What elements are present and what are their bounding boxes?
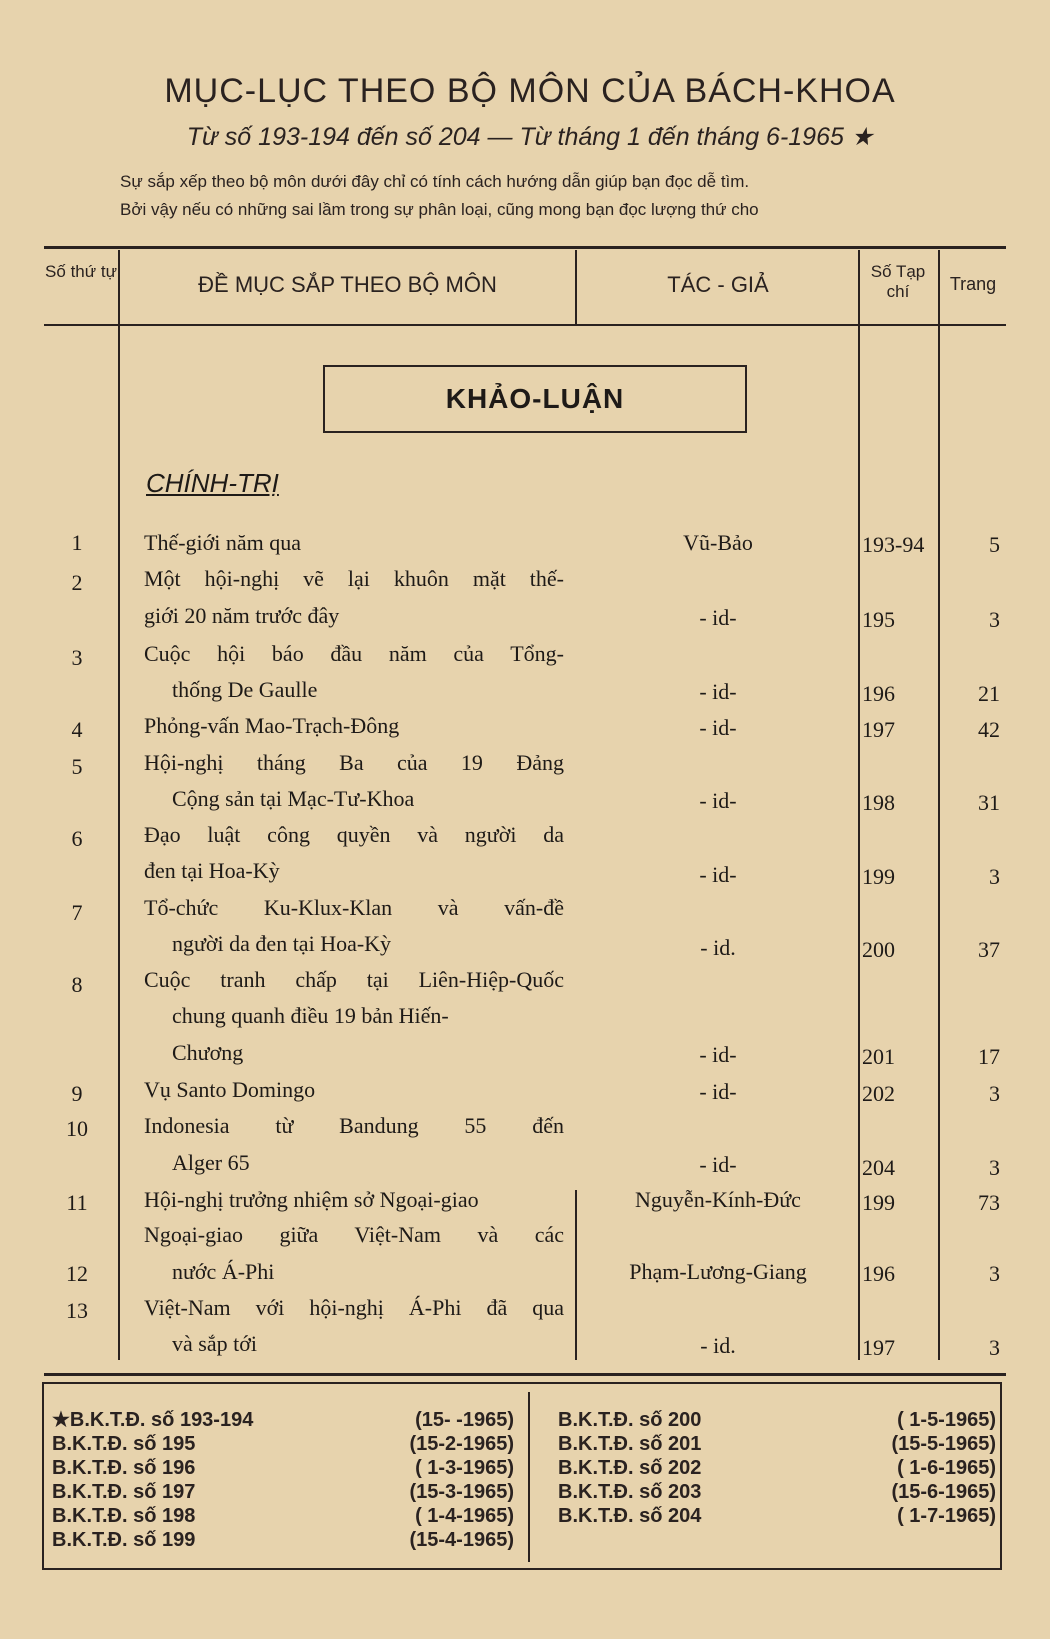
legend-issue: B.K.T.Đ. số 199 — [52, 1529, 196, 1551]
row-author: - id- — [699, 788, 737, 813]
row-number: 5 — [71, 754, 83, 779]
page-title: MỤC-LỤC THEO BỘ MÔN CỦA BÁCH-KHOA — [164, 72, 896, 110]
legend-issue: B.K.T.Đ. số 204 — [558, 1505, 702, 1527]
row-title: Hội-nghị trưởng nhiệm sở Ngoại-giao — [144, 1187, 479, 1212]
header-title: ĐỀ MỤC SẮP THEO BỘ MÔN — [198, 272, 497, 297]
column-divider-3 — [858, 250, 860, 1360]
row-title-line-2: Alger 65 — [172, 1150, 250, 1175]
header-page: Trang — [949, 274, 997, 294]
row-title-line-2: và sắp tới — [172, 1331, 257, 1356]
row-title: Vụ Santo Domingo — [144, 1077, 316, 1102]
row-issue: 197 — [862, 717, 895, 742]
row-author: - id- — [699, 679, 737, 704]
row-number: 7 — [71, 900, 83, 925]
legend-date: ( 1-6-1965) — [897, 1457, 996, 1479]
row-issue: 196 — [862, 1261, 895, 1286]
row-page: 3 — [989, 1155, 1000, 1180]
row-title-line-2: nước Á-Phi — [172, 1259, 275, 1284]
row-title-line-3: Chương — [172, 1040, 244, 1065]
legend-issue: B.K.T.Đ. số 203 — [558, 1481, 702, 1503]
row-number: 2 — [71, 570, 83, 595]
category-heading: CHÍNH-TRỊ — [146, 468, 279, 498]
legend-issue: ★B.K.T.Đ. số 193-194 — [52, 1409, 254, 1431]
section-heading: KHẢO-LUẬN — [323, 365, 747, 433]
legend-date: (15-4-1965) — [409, 1529, 514, 1551]
row-number: 6 — [71, 826, 83, 851]
legend-date: (15-3-1965) — [409, 1481, 514, 1503]
row-number: 8 — [71, 972, 83, 997]
note-line-2: Bởi vậy nếu có những sai lầm trong sự phân loại, cũng mong bạn đọc lượng thứ cho — [120, 200, 759, 219]
legend-issue: B.K.T.Đ. số 196 — [52, 1457, 196, 1479]
row-title-line-2: đen tại Hoa-Kỳ — [144, 858, 280, 883]
row-title: Phỏng-vấn Mao-Trạch-Đông — [144, 713, 400, 738]
row-number: 9 — [71, 1081, 83, 1106]
row-page: 5 — [989, 532, 1000, 557]
row-title: Thế-giới năm qua — [144, 530, 302, 555]
header-author: TÁC - GIẢ — [667, 272, 769, 297]
row-page: 37 — [978, 937, 1000, 962]
row-title-line-1: Một hội-nghị vẽ lại khuôn mặt thế- — [144, 566, 564, 591]
row-page: 3 — [989, 1081, 1000, 1106]
legend-issue: B.K.T.Đ. số 201 — [558, 1433, 702, 1455]
row-title-line-2: người da đen tại Hoa-Kỳ — [172, 931, 392, 956]
row-title-line-1: Cuộc hội báo đầu năm của Tổng- — [144, 641, 564, 666]
row-issue: 199 — [862, 864, 895, 889]
row-issue: 196 — [862, 681, 895, 706]
table-header-rule — [44, 324, 1006, 326]
legend-date: ( 1-3-1965) — [415, 1457, 514, 1479]
row-page: 42 — [978, 717, 1000, 742]
legend-date: (15-5-1965) — [891, 1433, 996, 1455]
column-divider-1 — [118, 250, 120, 1360]
note-line-1: Sự sắp xếp theo bộ môn dưới đây chỉ có tính cách hướng dẫn giúp bạn đọc dễ tìm. — [120, 172, 750, 191]
row-author: - id- — [699, 1042, 737, 1067]
row-page: 3 — [989, 864, 1000, 889]
row-title-line-2: chung quanh điều 19 bản Hiến- — [172, 1003, 449, 1028]
row-number: 11 — [66, 1190, 88, 1215]
column-divider-2b — [575, 1190, 577, 1360]
row-author: Vũ-Bảo — [683, 530, 753, 555]
row-title-line-1: Việt-Nam với hội-nghị Á-Phi đã qua — [144, 1295, 564, 1320]
row-issue: 198 — [862, 790, 895, 815]
row-issue: 199 — [862, 1190, 895, 1215]
row-issue: 195 — [862, 607, 895, 632]
row-page: 73 — [978, 1190, 1000, 1215]
table-top-rule — [44, 246, 1006, 249]
row-author: Nguyễn-Kính-Đức — [635, 1187, 801, 1212]
row-author: Phạm-Lương-Giang — [629, 1259, 807, 1284]
row-page: 17 — [978, 1044, 1000, 1069]
row-author: - id- — [699, 862, 737, 887]
row-page: 3 — [989, 1261, 1000, 1286]
row-issue: 200 — [862, 937, 895, 962]
row-title-line-1: Tổ-chức Ku-Klux-Klan và vấn-đề — [144, 895, 564, 920]
row-page: 3 — [989, 1335, 1000, 1360]
row-title-line-1: Đạo luật công quyền và người da — [144, 822, 564, 847]
legend-date: ( 1-5-1965) — [897, 1409, 996, 1431]
row-author: - id. — [700, 1333, 736, 1358]
header-number: Số thứ tự — [45, 262, 117, 281]
row-page: 21 — [978, 681, 1000, 706]
row-author: - id- — [699, 1152, 737, 1177]
row-number: 1 — [71, 530, 83, 555]
row-title-line-1: Hội-nghị tháng Ba của 19 Đảng — [144, 750, 564, 775]
legend-date: ( 1-7-1965) — [897, 1505, 996, 1527]
row-title-line-2: thống De Gaulle — [172, 677, 318, 702]
row-number: 12 — [66, 1261, 88, 1286]
legend-date: (15- -1965) — [415, 1409, 514, 1431]
row-author: - id- — [699, 605, 737, 630]
row-author: - id- — [699, 1079, 737, 1104]
row-title-line-2: giới 20 năm trước đây — [144, 603, 340, 628]
row-number: 10 — [66, 1116, 88, 1141]
row-number: 13 — [66, 1298, 88, 1323]
header-issue: Số Tạp chí — [870, 262, 926, 301]
legend-issue: B.K.T.Đ. số 198 — [52, 1505, 196, 1527]
row-title-line-2: Cộng sản tại Mạc-Tư-Khoa — [172, 786, 415, 811]
row-page: 3 — [989, 607, 1000, 632]
table-bottom-rule — [44, 1373, 1006, 1376]
row-issue: 204 — [862, 1155, 895, 1180]
legend-divider — [528, 1392, 530, 1562]
row-title-line-1: Indonesia từ Bandung 55 đến — [144, 1113, 564, 1138]
page-subtitle: Từ số 193-194 đến số 204 — Từ tháng 1 đến tháng 6-1965 ★ — [186, 123, 874, 151]
row-author: - id- — [699, 715, 737, 740]
legend-date: (15-2-1965) — [409, 1433, 514, 1455]
row-number: 3 — [71, 645, 83, 670]
column-divider-2 — [575, 250, 577, 324]
legend-date: (15-6-1965) — [891, 1481, 996, 1503]
legend-issue: B.K.T.Đ. số 195 — [52, 1433, 196, 1455]
row-author: - id. — [700, 935, 736, 960]
row-issue: 197 — [862, 1335, 895, 1360]
row-number: 4 — [71, 717, 83, 742]
row-page: 31 — [978, 790, 1000, 815]
row-issue: 201 — [862, 1044, 895, 1069]
legend-issue: B.K.T.Đ. số 200 — [558, 1409, 702, 1431]
legend-date: ( 1-4-1965) — [415, 1505, 514, 1527]
row-issue: 202 — [862, 1081, 895, 1106]
row-title-line-1: Cuộc tranh chấp tại Liên-Hiệp-Quốc — [144, 967, 564, 992]
legend-issue: B.K.T.Đ. số 197 — [52, 1481, 196, 1503]
row-title-line-1: Ngoại-giao giữa Việt-Nam và các — [144, 1222, 564, 1247]
row-issue: 193-94 — [862, 532, 925, 557]
legend-issue: B.K.T.Đ. số 202 — [558, 1457, 702, 1479]
